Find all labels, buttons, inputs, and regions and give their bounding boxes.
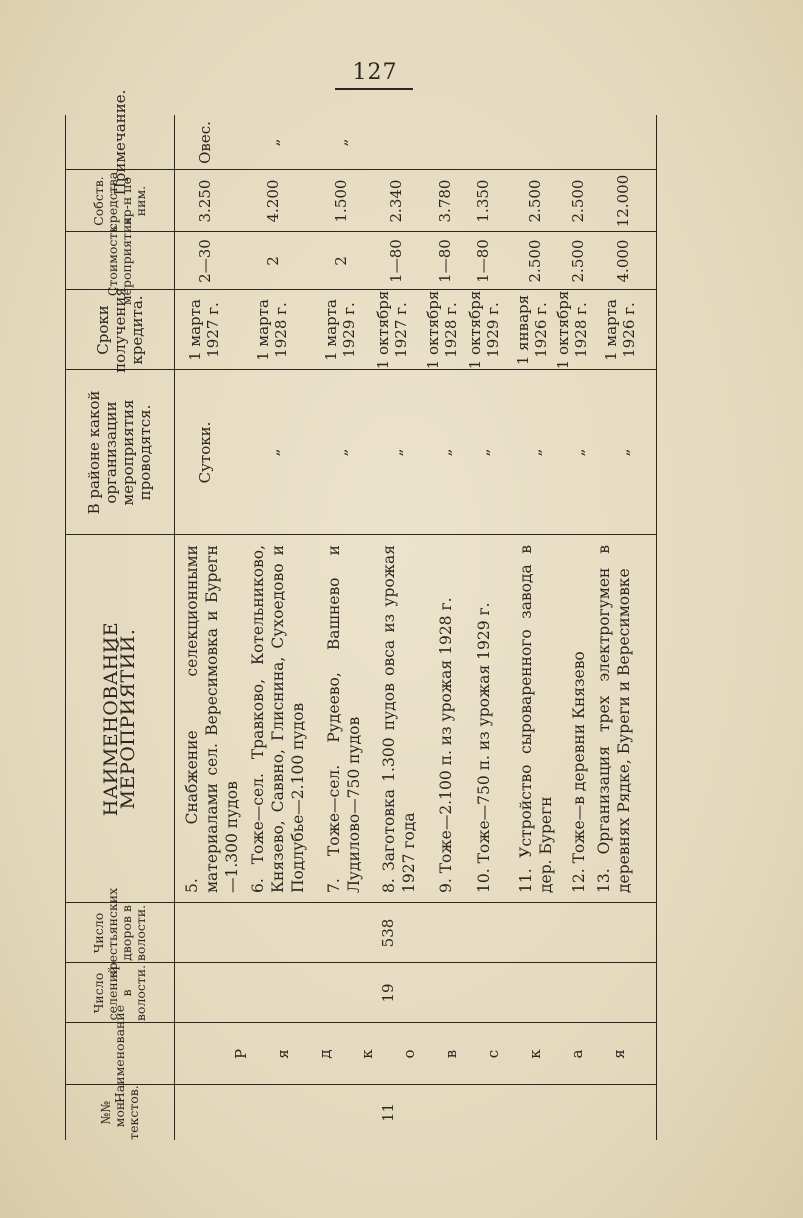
cost-cell: 2.500	[526, 239, 544, 283]
measure-text: 11. Устройство сыроваренного завода в дер. Бурегн	[517, 545, 555, 893]
cost-cell: 2	[264, 256, 282, 266]
volost-letter: а	[568, 1049, 586, 1059]
header-row	[66, 89, 175, 1140]
own-cell: 1.350	[474, 179, 492, 223]
own-cell: 3.250	[196, 179, 214, 223]
plan-table	[65, 89, 657, 1140]
header-terms: Сроки получения кредита.	[93, 287, 146, 373]
org-cell: „	[264, 448, 282, 457]
measure-text: 5. Снабжение селекционными материалами сел. Вересимовка и Бурегн—1.300 пудов	[183, 545, 241, 893]
volost-letter: с	[484, 1049, 502, 1059]
measure-text: 6. Тоже—сел. Травково, Котельниково, Князево, Саввно, Глиснина, Сухоедово и Подлубье—2.100 пудов	[249, 545, 307, 893]
header-organization: В районе какой организации мероприятия проводятся.	[85, 390, 154, 515]
cost-cell: 1—80	[436, 239, 454, 283]
header-cost: Стоимость мероприятия	[105, 216, 134, 306]
volost-number: 11	[379, 1102, 397, 1123]
volost-households: 538	[379, 918, 397, 948]
measure-text: 9. Тоже—2.100 п. из урожая 1928 г.	[437, 597, 455, 893]
header-settlements: Число селений в волости.	[91, 964, 148, 1022]
volost-letter: к	[526, 1049, 544, 1059]
measure-text: 8. Заготовка 1.300 пудов овса из урожая 1927 года	[380, 545, 418, 893]
header-measures: НАИМЕНОВАНИЕ МЕРОПРИЯТИЙ.	[100, 621, 139, 817]
org-cell: „	[474, 448, 492, 457]
own-cell: 4.200	[264, 179, 282, 223]
org-cell: „	[436, 448, 454, 457]
note-cell: „	[332, 138, 350, 147]
table-body	[174, 115, 656, 1140]
header-num: №№ мон- текстов.	[98, 1085, 141, 1140]
header-name-vert: Наименование	[112, 1004, 127, 1104]
term-cell: 1 марта 1929 г.	[322, 299, 358, 361]
page-number: 127	[352, 60, 398, 85]
volost-letter: в	[442, 1049, 460, 1059]
org-cell: „	[387, 448, 405, 457]
term-cell: 1 октября 1928 г.	[424, 290, 460, 370]
volost-name-letters	[174, 1023, 656, 1085]
term-cell: 1 марта 1927 г.	[186, 299, 222, 361]
org-cell: „	[614, 448, 632, 457]
volost-letter: я	[610, 1049, 628, 1059]
term-cell: 1 октября 1927 г.	[374, 290, 410, 370]
cost-cell: 2—30	[196, 239, 214, 283]
own-cell: 2.500	[526, 179, 544, 223]
cost-cell: 1—80	[474, 239, 492, 283]
volost-settlements: 19	[379, 983, 397, 1003]
org-cell: Сутоки.	[196, 421, 214, 484]
own-cell: 2.340	[387, 179, 405, 223]
volost-letter: к	[358, 1049, 376, 1059]
term-cell: 1 октября 1929 г.	[466, 290, 502, 370]
own-cell: 1.500	[332, 179, 350, 223]
term-cell: 1 октября 1928 г.	[554, 290, 590, 370]
measure-text: 13. Организация трех электрогумен в деревнях Рядке, Буреги и Вересимовке	[595, 545, 633, 893]
cost-cell: 4.000	[614, 239, 632, 283]
term-cell: 1 марта 1926 г.	[602, 299, 638, 361]
volost-letter: я	[274, 1049, 292, 1059]
own-cell: 3.780	[436, 179, 454, 223]
cost-cell: 2	[332, 256, 350, 266]
term-cell: 1 марта 1928 г.	[254, 299, 290, 361]
volost-letter: д	[316, 1049, 334, 1059]
header-own-funds: Собств. средства кр-н по ним.	[91, 171, 148, 231]
volost-letter: о	[400, 1049, 418, 1059]
note-cell: „	[264, 138, 282, 147]
term-cell: 1 января 1926 г.	[514, 294, 550, 366]
cost-cell: 2.500	[569, 239, 587, 283]
header-households: Число крестьянских дворов в волости.	[91, 887, 148, 979]
own-cell: 2.500	[569, 179, 587, 223]
rotated-table	[65, 89, 655, 1140]
cost-cell: 1—80	[387, 239, 405, 283]
measure-text: 10. Тоже—750 п. из урожая 1929 г.	[475, 602, 493, 893]
own-cell: 12.000	[614, 174, 632, 228]
measure-text: 7. Тоже—сел. Рудеево, Вашнево и Лудилово—750 пудов	[325, 545, 363, 893]
header-note: Примечание.	[110, 89, 129, 196]
volost-letter: Р	[232, 1048, 250, 1060]
page-number-rule	[335, 88, 413, 90]
org-cell: „	[526, 448, 544, 457]
measure-text: 12. Тоже—в деревни Князево	[570, 651, 588, 893]
note-cell: Овес.	[196, 121, 214, 164]
org-cell: „	[332, 448, 350, 457]
org-cell: „	[569, 448, 587, 457]
